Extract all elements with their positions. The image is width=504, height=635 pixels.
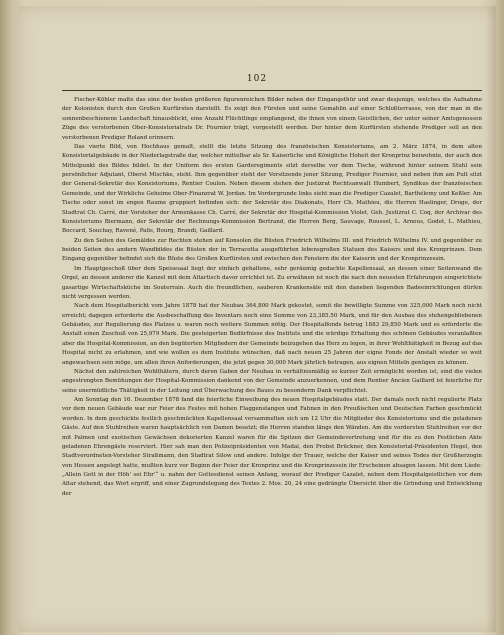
paragraph: Das vierte Bild, von Hochhaus gemalt, stellt die letzte Sitzung des französischen Konsistoriums, am 2. März 1874, in dem alten Konsistorialgebäude in der Niederlagstraße dar, welcher mittelbar als Sr. Kaiserliche und Königliche Hoheit der Kronprinz beiwohnte, der auch den Mittelpunkt des Bildes bildet. In der Uniform des ersten Garderegiments sitzt derselbe vor dem Tische, während hinter seinem Stuhl sein persönlicher Adjutant, Oberst Mischke, steht. Ihm gegenüber steht der Vorsitzende jener Sitzung, Prediger Fournier, und neben ihm am Pult sitzt der General-Sekretär des Konsistoriums, Rentier Coulon. Neben diesem stehen der Justizrat Rechtsanwalt Humbert, Syndikus der französischen Gemeinde, und der Wirkliche Geheime Ober-Finanzrat W. Jordan. Im Vordergrunde links sieht man die Prediger Cazalet, Barthélemy und Keßler. Am Tische oder sonst im engen Raume gruppiert befinden sich: der Sekretär des Diakonats, Herr Ch. Mathieu, die Herren Haslinger, Droge, der Stadtrat Ch. Carré, der Vorsteher der Armenkasse Ch. Carré, der Sekretär der Hospital-Kommission Violet, Geh. Justizrat C. Coq, der Archivar des Konsistoriums Biermann, der Sekretär der Rechnungs-Kommission Bertrand, die Herren Berg, Sauvage, Roussel, L. Arnous, Godet, L. Mathieu, Boccard, Souchay, Ravené, Palis, Bourg, Brandi, Gaillard. bbox=[62, 143, 482, 235]
paragraph: Am Sonntag den 16. Dezember 1878 fand die feierliche Einweihung des neuen Hospitalgebäudes statt. Der damals noch nicht regulierte Platz vor dem neuen Gebäude war zur Feier des Festes mit hohen Flaggenstangen und Fahnen in den Preußischen und Deutschen Farben geschmückt worden. In dem geschickte festlich geschmückten Kapellensaal versammelten sich um 12 Uhr die Mitglieder des Konsistoriums und die geladenen Gäste. Auf den Stuhlreihen waren hauptsächlich von Damen besetzt; die Herren standen längs den Wänden. Am die vordersten Stuhlreihen vor der mit Palmen und exotischen Gewächsen dekorierten Kanzel waren für die Spitzen der Gemeindevertretung und für die zu den Festlichen Akte geladenen Ehrengäste reserviert. Hier sah man den Polizeipräsidenten von Madai, den Probst Brückner, den Konsistorial-Präsidenten Hegel, den Stadtverordneten-Vorsteher Straßmann, den Stadtrat Silow und andere. Infolge der Trauer, welche der Kaiser und seines Todes der Großherzogin von Hessen angelegt hatte, mußten kurz vor Beginn der Feier der Kronprinz und die Kronprinzessin ihr Erscheinen absagen lassen. Mit dem Liede: „Allein Gott in der Höh' sei Ehr'“ u. nahm der Gottesdienst seinen Anfang, worauf der Prediger Cazalet, neben dem Hospitalgeistlichen vor dem Altar stehend, das Wort ergriff, und einer Zugrundelegung des Textes 2. Mos. 20, 24 eine gedrängte Übersicht über die Gründung und Entwicklung der bbox=[62, 397, 482, 497]
paragraph: Fischer-Köhler malte das eine der beiden größeren figurenreichen Bilder neben der Eingangsthür und zwar desjenige, welches die Aufnahme der Kolonisten durch den Großen Kurfürsten darstellt. Es zeigt den Fürsten und seine Gemahlin auf einer Schloßterrasse, von der man in die sonnenbeschienene Landschaft hinausblickt, eine Anzahl Flüchtlinge empfangend, die ihnen von einem Geistlichen, der unter seiner Amtsgenossen Züge des verstorbenen Ober-Konsistorialrats Dr. Fournier trägt, vorgestellt werden. Der hinter dem Kurfürsten stehende Prediger soll an den verstorbenen Prediger Roland erinnern. bbox=[62, 97, 482, 141]
page-edge-shadow bbox=[486, 6, 496, 632]
paragraph: Zu den Seiten des Gemäldes zur Rechten stehen auf Konsolen die Büsten Friedrich Wilhelms III. und Friedrich Wilhelms IV. und gegenüber zu beiden Seiten des andern Wandbildes die Büsten der in Terracotta ausgeführten lebensgroßen Statuen des Kaisers und des Kronprinzen. Dem Eingang gegenüber befindet sich die Büste des Großen Kurfürsten und zwischen den Fenstern die der Kaiserin und der Kronprinzessin. bbox=[62, 237, 482, 263]
header-rule bbox=[62, 90, 482, 91]
paragraph: Nach dem Hospitalbericht vom Jahre 1878 hat der Neubau 364,800 Mark gekostet, somit die bewilligte Summe von 325,000 Mark noch nicht erreicht; dagegen erforderte die Ausbeschaffung des Inventars noch eine Summe von 23,385.50 Mark, und für den Ausbau des stehengebliebenen Gebäudes, zur Regulierung des Platzes u. waren noch weitere Summen nötig. Der Hospitalfonds betrug 1883 29,850 Mark und es erforderte die Anstalt einen Zuschuß von 25,979 Mark. Die gesteigerten Bedürfnisse des Instituts und die würdige Erhaltung des schönen Gebäudes veranlaßten aber die Hospital-Kommission, an den begüterten Mitgliedern der Gemeinde beizugehen das Herz zu legen, in ihrer Wohlthätigkeit in Bezug auf das Hospital nicht zu erlahmen, und wie wollen es dem Institute wünschen, daß nach neuen 25 Jahren der eigne Fonds der Anstalt wieder so weit angewachsen sein möge, um allen ihren Anforderungen, die jetzt gegen 30,000 Mark jährlich betragen, aus eignen Mitteln genügen zu können. bbox=[62, 303, 482, 366]
paragraph: Nächst den zahlreichen Wohlthätern, durch deren Gaben der Neubau in verhältnismäßig so kurzer Zeit ermöglicht worden ist, sind die vielen angestrengten Bemühungen der Hospital-Kommission dankend von der Gemeinde anzuerkennen, und dem Rentier Ancien Gaillard ist feierliche für seine unermüdliche Thätigkeit in der Leitung und Überwachung des Baues zu besonderm Dank verpflichtet. bbox=[62, 368, 482, 394]
paragraph: Im Hauptgeschoß über dem Speisesaal liegt der einfach gehaltene, sehr geräumig gedachte Kapellensaal, an dessen einer Seitenwand die Orgel, an dessen anderer die Kanzel mit dem Altartisch davor errichtet ist. Zu erwähnen ist noch die nach den neuesten Erfahrungen eingerichtete gasartige Wirtschaftsküche im Souterrain. Auch die freundlichen, sauberen Krankensäle mit den daneben liegenden Badeeinrichtungen dürfen nicht vergessen werden. bbox=[62, 265, 482, 300]
book-page bbox=[18, 6, 496, 632]
body-text bbox=[62, 96, 482, 499]
page-number: 102 bbox=[246, 74, 268, 84]
